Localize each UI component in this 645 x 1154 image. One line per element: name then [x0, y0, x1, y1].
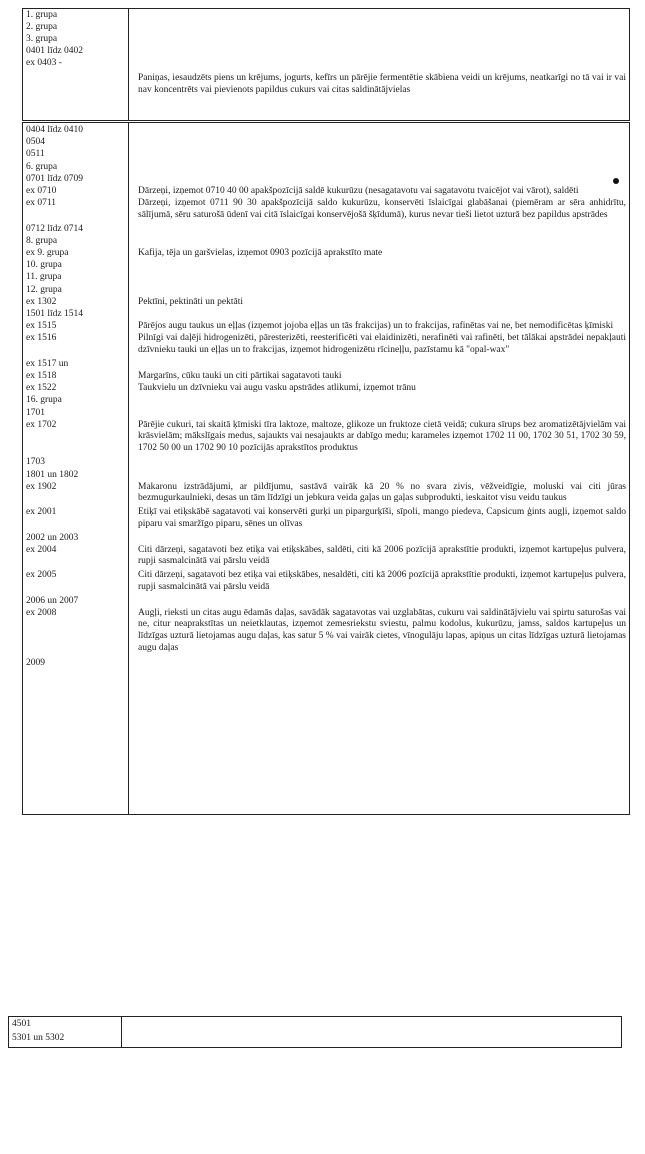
table-main — [22, 122, 630, 815]
description-cell: Paniņas, iesaudzēts piens un krējums, jogurts, kefīrs un pārējie fermentētie skābiena veidi un krējums, neatkarīgi no tā vai ir vai nav koncentrēts vai pievienots papildus cukurs vai citas saldinātājvielas — [138, 73, 626, 95]
code-cell: 11. grupa — [26, 272, 62, 283]
description-cell: Pilnīgi vai daļēji hidrogenizēti, pāresterizēti, reesterificēti vai elaidinizēti, nerafinēti vai rafinēti, bet tālākai apstrādei nepakļauti dzīvnieku tauki un eļļas un to frakcijas, izņemot hidrogenizētu rīcineļļu, pazīstamu kā "opal-wax" — [138, 333, 626, 355]
code-cell: 5301 un 5302 — [12, 1033, 65, 1043]
code-cell: 1703 — [26, 457, 45, 468]
ink-speck — [613, 178, 619, 184]
code-cell: 16. grupa — [26, 395, 62, 406]
table-top — [22, 8, 630, 121]
description-cell: Dārzeņi, izņemot 0711 90 30 apakšpozīcijā saldo kukurūzu, konservēti īslaicīgai glabāšanai (piemēram ar sēra anhidrītu, sālījumā, sēru saturošā ūdenī vai citā īslaicīgai konservējošā šķīdumā), kurus nevar tieši lietot uzturā bez papildus apstrādes — [138, 198, 626, 220]
code-cell: 2009 — [26, 657, 45, 668]
description-cell: Augļi, rieksti un citas augu ēdamās daļas, savādāk sagatavotas vai uzglabātas, cukuru vai saldinātājvielu vai spirtu saturošas vai ne, citur neaprakstītas un neietklautas, izņemot zemesriekstu sviestu, palmu kodolus, kukurūzu, jamss, saldos kartupeļus un līdzīgas uzturā lietojamas augu daļas, kas satur 5 % vai vairāk cietes, vīnogulāju lapas, apiņus un citas līdzīgas uzturā lietojamas augu daļas — [138, 607, 626, 653]
description-cell: Citi dārzeņi, sagatavoti bez etiķa vai etiķskābes, nesaldēti, citi kā 2006 pozīcijā aprakstītie produkti, izņemot kartupeļus pulvera, rupji sasmalcinātā vai pārslu veidā — [138, 570, 626, 592]
code-cell: ex 2005 — [26, 570, 57, 581]
code-cell: 6. grupa — [26, 161, 58, 172]
code-cell: 2002 un 2003 — [26, 532, 79, 543]
code-cell: 1801 un 1802 — [26, 469, 79, 480]
description-cell: Dārzeņi, izņemot 0710 40 00 apakšpozīcijā saldē kukurūzu (nesagatavotu vai sagatavotu tvaicējot vai vārot), saldēti — [138, 186, 579, 196]
code-cell: ex 1902 — [26, 481, 57, 492]
code-cell: 0712 līdz 0714 — [26, 223, 83, 234]
code-cell: 0701 līdz 0709 — [26, 173, 83, 184]
code-cell: 4501 — [12, 1019, 31, 1029]
description-cell: Kafija, tēja un garšvielas, izņemot 0903 pozīcijā aprakstīto mate — [138, 248, 383, 258]
description-cell: Etiķī vai etiķskābē sagatavoti vai konservēti gurķi un pipargurķīši, sīpoli, mango piedeva, Capsicum ģints augļi, izņemot saldo piparu vai smaržīgo piparu, sēnes un olīvas — [138, 507, 626, 529]
code-cell: ex 1515 — [26, 321, 57, 332]
code-cell: 1701 — [26, 407, 45, 418]
code-cell: ex 1302 — [26, 296, 57, 307]
description-cell: Citi dārzeņi, sagatavoti bez etiķa vai etiķskābes, saldēti, citi kā 2006 pozīcijā aprakstītie produkti, izņemot kartupeļus pulvera, rupji sasmalcinātā vai pārslu veidā — [138, 544, 626, 567]
code-cell: 3. grupa — [26, 34, 58, 44]
code-column-divider — [128, 123, 129, 814]
code-cell: ex 2004 — [26, 544, 57, 555]
description-cell: Pārējie cukuri, tai skaitā ķīmiski tīra laktoze, maltoze, glikoze un fruktoze cietā veidā; cukura sīrups bez aromatizētājvielām vai krāsvielām; mākslīgais medus, sajaukts vai nesajaukts ar dabīgo medu; karameles izņemot 1702 11 00, 1702 30 51, 1702 30 59, 1702 50 00 un 1702 90 10 pozīcijās aprakstītos produktus — [138, 419, 626, 453]
code-cell: ex 1516 — [26, 333, 57, 344]
code-column-divider — [128, 9, 129, 120]
code-cell: 2006 un 2007 — [26, 595, 79, 606]
code-cell: 1. grupa — [26, 10, 58, 20]
description-cell: Taukvielu un dzīvnieku vai augu vasku apstrādes atlikumi, izņemot trānu — [138, 383, 416, 394]
description-cell: Pārējos augu taukus un eļļas (izņemot jojoba eļļas un tās frakcijas) un to frakcijas, rafinētas vai ne, bet nemodificētas ķīmiski — [138, 321, 614, 332]
description-cell: Margarīns, cūku tauki un citi pārtikai sagatavoti tauki — [138, 371, 342, 381]
code-cell: ex 0403 - — [26, 58, 62, 68]
code-cell: ex 1522 — [26, 383, 57, 394]
code-cell: 10. grupa — [26, 260, 62, 271]
code-cell: 2. grupa — [26, 22, 58, 32]
code-cell: ex 1518 — [26, 371, 57, 381]
table-bottom — [8, 1016, 622, 1048]
code-cell: 1501 līdz 1514 — [26, 309, 83, 319]
code-cell: 12. grupa — [26, 284, 62, 295]
code-cell: ex 1517 un — [26, 358, 69, 369]
code-column-divider — [121, 1017, 122, 1047]
description-cell: Makaronu izstrādājumi, ar pildījumu, sastāvā vairāk kā 20 % no svara zivis, vēžveidīgie, moluski vai citi jūras bezmugurkaulnieki, desas un tām līdzīgi un jebkura veida gaļas un gaļas subprodukti, ieskaitot visu veidu taukus — [138, 481, 626, 504]
code-cell: ex 0711 — [26, 198, 56, 209]
code-cell: ex 9. grupa — [26, 248, 69, 258]
code-cell: ex 1702 — [26, 419, 57, 430]
code-cell: ex 2008 — [26, 607, 57, 618]
code-cell: ex 0710 — [26, 186, 57, 196]
description-cell: Pektīni, pektināti un pektāti — [138, 296, 244, 307]
code-cell: 0404 līdz 0410 — [26, 125, 83, 135]
code-cell: 0504 — [26, 137, 45, 148]
code-cell: 0511 — [26, 149, 45, 160]
code-cell: 8. grupa — [26, 235, 58, 246]
code-cell: ex 2001 — [26, 507, 57, 518]
code-cell: 0401 līdz 0402 — [26, 46, 83, 56]
